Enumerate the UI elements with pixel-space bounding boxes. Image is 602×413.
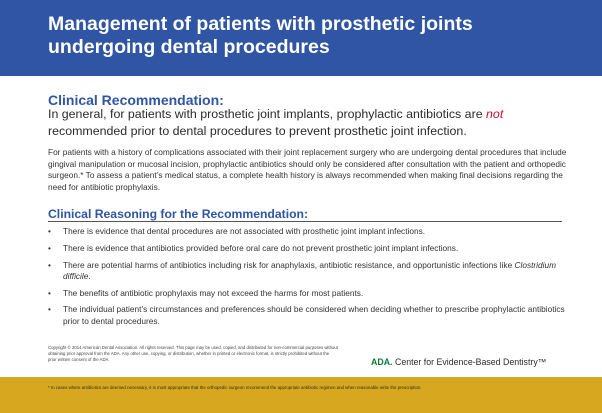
title-line-2: undergoing dental procedures	[48, 36, 330, 58]
ada-mark: ADA.	[371, 357, 393, 367]
reason-text: There are potential harms of antibiotics including risk for anaphylaxis, antibiotic resistance, and opportunistic infections like	[63, 259, 515, 270]
reason-text: The benefits of antibiotic prophylaxis may not exceed the harms for most patients.	[63, 287, 364, 298]
reason-text-end: .	[88, 270, 91, 281]
header-banner	[0, 0, 602, 76]
copyright-notice: Copyright © 2014 American Dental Association. All rights reserved. This page may be used, copied, and distributed for non-commercial purposes without obtaining prior approval from the ADA. Any other use, copying, or distribution, whether in printed or electronic format, is strictly prohibited without the prior written consent of the ADA.	[48, 345, 338, 362]
footer-band	[0, 377, 602, 413]
reason-italic-term: Clostridium difficile	[63, 259, 556, 281]
heading-divider	[48, 221, 562, 222]
clinical-recommendation-heading: Clinical Recommendation:	[48, 92, 224, 108]
bullet-icon: •	[48, 259, 51, 270]
recommendation-text-start: In general, for patients with prosthetic joint implants, prophylactic antibiotics are	[48, 107, 487, 121]
page-title	[48, 13, 568, 59]
history-paragraph: For patients with a history of complications associated with their joint replacement surgery who are undergoing dental procedures that include gingival manipulation or mucosal incision, prophylactic antibiotics should only be considered after consultation with the patient and orthopedic surgeon.* To assess a patient’s medical status, a complete health history is always recommended when making final decisions regarding the need for antibiotic prophylaxis.	[48, 147, 567, 192]
list-item	[48, 260, 578, 282]
reasoning-list	[48, 226, 578, 332]
list-item	[48, 226, 578, 237]
reason-text: The individual patient’s circumstances and preferences should be considered when deciding whether to prescribe prophylactic antibiotics prior to dental procedures.	[63, 304, 565, 326]
list-item	[48, 243, 578, 254]
bullet-icon: •	[48, 242, 51, 253]
list-item	[48, 304, 578, 326]
title-line-1: Management of patients with prosthetic joints	[48, 13, 473, 35]
list-item	[48, 288, 578, 299]
bullet-icon: •	[48, 226, 51, 236]
bullet-icon: •	[48, 287, 51, 298]
recommendation-statement	[48, 106, 568, 140]
reason-text: There is evidence that antibiotics provided before oral care do not prevent prosthetic joint implant infections.	[63, 242, 459, 253]
recommendation-text-end: recommended prior to dental procedures to prevent prosthetic joint infection.	[48, 124, 467, 138]
clinical-reasoning-heading: Clinical Reasoning for the Recommendation:	[48, 207, 309, 221]
ada-brand-logo	[371, 357, 547, 367]
footnote-text: * In cases where antibiotics are deemed necessary, it is most appropriate that the orthopedic surgeon recommend the appropriate antibiotic regimen and when reasonable write the prescription.	[48, 385, 422, 390]
bullet-icon: •	[48, 304, 51, 315]
brand-name: Center for Evidence-Based Dentistry™	[392, 357, 547, 367]
reason-text: There is evidence that dental procedures are not associated with prosthetic joint implant infections.	[63, 226, 426, 236]
recommendation-emphasis: not	[486, 107, 504, 121]
